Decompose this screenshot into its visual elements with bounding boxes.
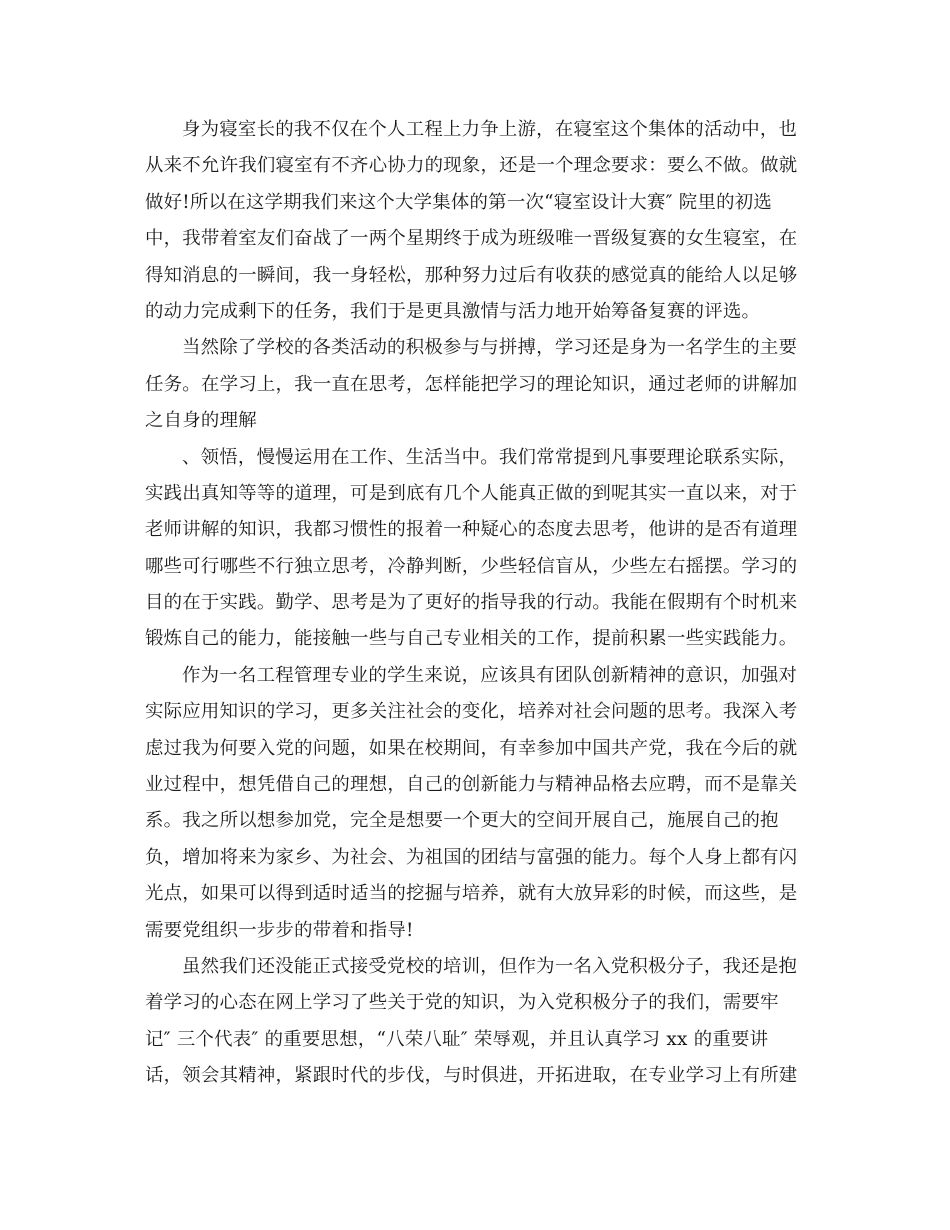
text-line: 系。我之所以想参加党，完全是想要一个更大的空间开展自己，施展自己的抱 [145, 810, 779, 832]
text-line: 业过程中，想凭借自己的理想，自己的创新能力与精神品格去应聘，而不是靠关 [145, 774, 798, 796]
text-line: 虑过我为何要入党的问题，如果在校期间，有幸参加中国共产党，我在今后的就 [145, 737, 798, 759]
text-line: 之自身的理解 [145, 410, 257, 432]
text-line: 着学习的心态在网上学习了些关于党的知识，为入党积极分子的我们，需要牢 [145, 992, 779, 1014]
text-line: 实际应用知识的学习，更多关注社会的变化，培养对社会问题的思考。我深入考 [145, 701, 798, 723]
text-line: 当然除了学校的各类活动的积极参与与拼搏，学习还是身为一名学生的主要 [182, 337, 798, 359]
text-line: 作为一名工程管理专业的学生来说，应该具有团队创新精神的意识，加强对 [182, 664, 798, 686]
text-line: 、领悟，慢慢运用在工作、生活当中。我们常常提到凡事要理论联系实际， [182, 446, 798, 468]
text-line: 锻炼自己的能力，能接触一些与自己专业相关的工作，提前积累一些实践能力。 [145, 628, 798, 650]
document-body [145, 112, 801, 1095]
text-line: 中，我带着室友们奋战了一两个星期终于成为班级唯一晋级复赛的女生寝室，在 [145, 228, 798, 250]
text-line: 虽然我们还没能正式接受党校的培训，但作为一名入党积极分子，我还是抱 [182, 955, 798, 977]
text-line: 身为寝室长的我不仅在个人工程上力争上游，在寝室这个集体的活动中，也 [182, 119, 798, 140]
text-line: 哪些可行哪些不行独立思考，冷静判断，少些轻信盲从，少些左右摇摆。学习的 [145, 555, 798, 577]
text-line: 从来不允许我们寝室有不齐心协力的现象，还是一个理念要求：要么不做。做就 [145, 155, 798, 177]
text-line: 需要党组织一步步的带着和指导! [145, 919, 414, 941]
text-line: 老师讲解的知识，我都习惯性的报着一种疑心的态度去思考，他讲的是否有道理 [145, 519, 798, 541]
text-line: 记″ 三个代表″ 的重要思想，“八荣八耻″ 荣辱观，并且认真学习 xx 的重要讲 [145, 1028, 769, 1050]
text-line: 做好!所以在这学期我们来这个大学集体的第一次“寝室设计大赛″ 院里的初选 [145, 191, 773, 213]
text-line: 任务。在学习上，我一直在思考，怎样能把学习的理论知识，通过老师的讲解加 [145, 373, 798, 395]
text-line: 得知消息的一瞬间，我一身轻松，那种努力过后有收获的感觉真的能给人以足够 [145, 264, 798, 286]
text-line: 实践出真知等等的道理，可是到底有几个人能真正做的到呢其实一直以来，对于 [145, 482, 798, 504]
text-line: 的动力完成剩下的任务，我们于是更具激情与活力地开始筹备复赛的评选。 [145, 300, 761, 322]
text-line: 目的在于实践。勤学、思考是为了更好的指导我的行动。我能在假期有个时机来 [145, 592, 798, 614]
text-line: 负，增加将来为家乡、为社会、为祖国的团结与富强的能力。每个人身上都有闪 [145, 846, 798, 868]
text-line: 光点，如果可以得到适时适当的挖掘与培养，就有大放异彩的时候，而这些，是 [145, 883, 798, 905]
text-line: 话，领会其精神，紧跟时代的步伐，与时俱进，开拓进取，在专业学习上有所建 [145, 1065, 798, 1087]
